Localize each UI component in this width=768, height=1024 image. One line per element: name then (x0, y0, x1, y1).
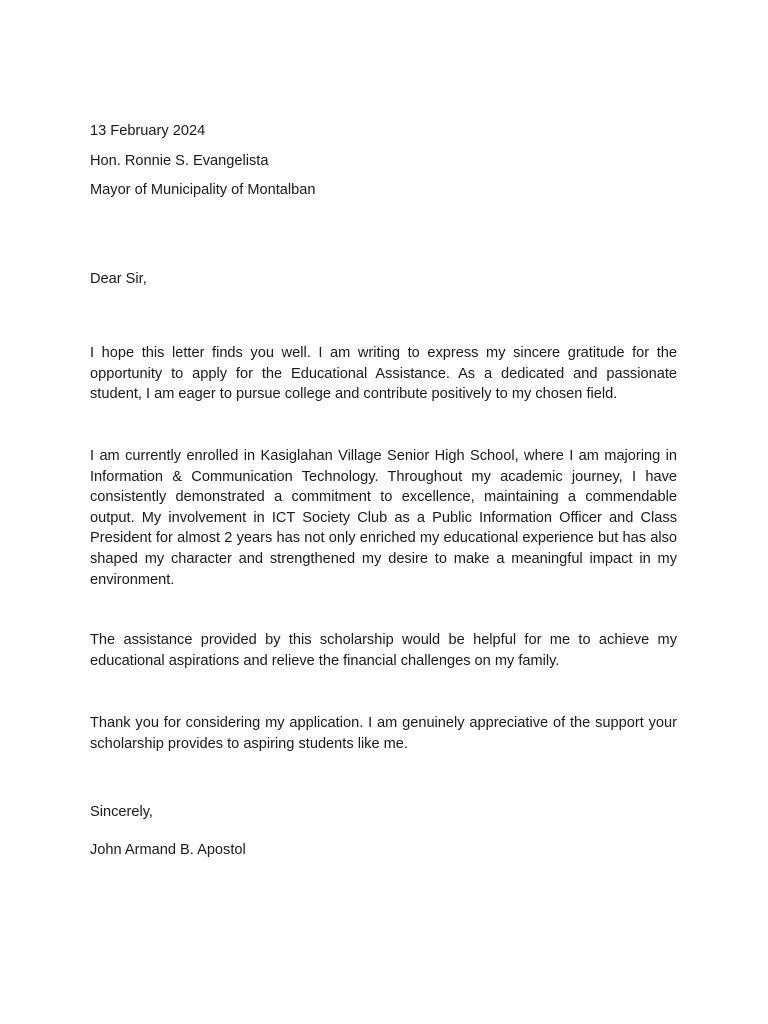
letter-date: 13 February 2024 (90, 123, 206, 139)
body-paragraph-intro: I hope this letter finds you well. I am writing to express my sincere gratitude for the opportunity to apply for the Educational Assistance. As a dedicated and passionate student, I am eager to pursue college and contribute positively to my chosen field. (90, 345, 677, 403)
recipient-title: Mayor of Municipality of Montalban (90, 182, 316, 198)
body-paragraph-assistance: The assistance provided by this scholarship would be helpful for me to achieve my educational aspirations and relieve the financial challenges on my family. (90, 632, 677, 669)
body-paragraph-thanks: Thank you for considering my application. I am genuinely appreciative of the support your scholarship provides to aspiring students like me. (90, 715, 677, 752)
signature-name: John Armand B. Apostol (90, 842, 246, 858)
closing: Sincerely, (90, 804, 153, 820)
body-paragraph-background: I am currently enrolled in Kasiglahan Village Senior High School, where I am majoring in Information & Communication Technology. Throughout my academic journey, I have consistently demonstrated a commitment to excellence, maintaining a commendable output. My involvement in ICT Society Club as a Public Information Officer and Class President for almost 2 years has not only enriched my educational experience but has also shaped my character and strengthened my desire to make a meaningful impact in my environment. (90, 448, 677, 588)
salutation: Dear Sir, (90, 271, 147, 287)
recipient-name: Hon. Ronnie S. Evangelista (90, 153, 269, 169)
